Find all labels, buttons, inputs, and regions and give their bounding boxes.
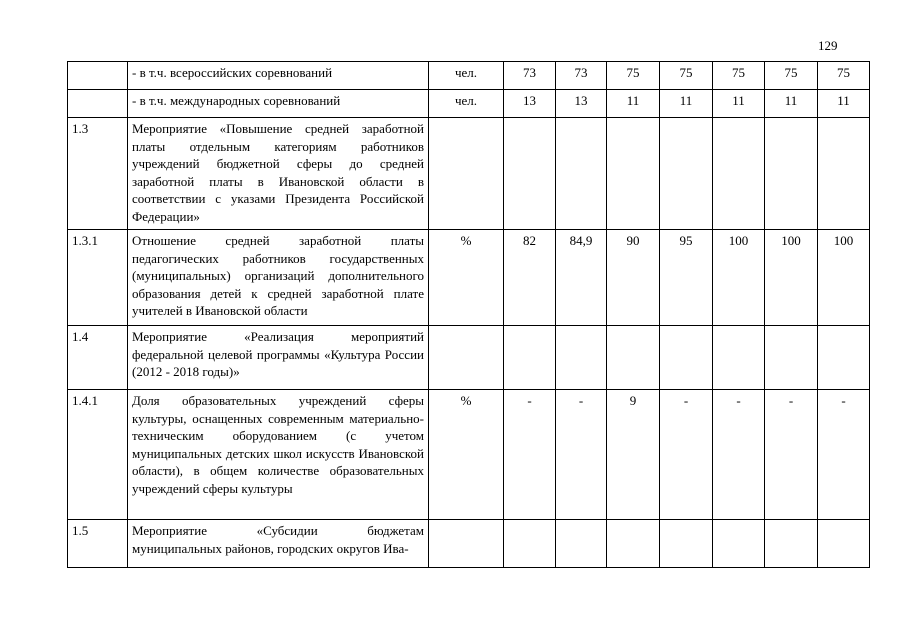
value-cell: - bbox=[818, 390, 870, 520]
unit-cell bbox=[429, 326, 504, 390]
value-cell bbox=[607, 326, 660, 390]
value-cell: 75 bbox=[607, 62, 660, 90]
page-number: 129 bbox=[818, 38, 838, 53]
description-cell: - в т.ч. всероссийских соревнований bbox=[128, 62, 429, 90]
value-cell: 11 bbox=[607, 90, 660, 118]
value-cell bbox=[556, 326, 607, 390]
value-cell: - bbox=[713, 390, 765, 520]
description-cell: Доля образовательных учреждений сферы культуры, оснащенных современным материально-техническим оборудованием (с учетом муниципальных детских школ искусств Ивановской области), в общем количестве образовательных учреждений сферы культуры bbox=[128, 390, 429, 520]
value-cell: 95 bbox=[660, 230, 713, 326]
value-cell bbox=[713, 118, 765, 230]
value-cell bbox=[504, 326, 556, 390]
row-number-cell: 1.3 bbox=[68, 118, 128, 230]
value-cell bbox=[607, 118, 660, 230]
value-cell bbox=[660, 520, 713, 568]
value-cell: 75 bbox=[818, 62, 870, 90]
value-cell bbox=[818, 520, 870, 568]
value-cell: 100 bbox=[765, 230, 818, 326]
value-cell bbox=[556, 118, 607, 230]
value-cell: 75 bbox=[713, 62, 765, 90]
row-number-cell bbox=[68, 90, 128, 118]
value-cell: - bbox=[765, 390, 818, 520]
value-cell: 100 bbox=[818, 230, 870, 326]
value-cell: - bbox=[504, 390, 556, 520]
value-cell: 90 bbox=[607, 230, 660, 326]
value-cell: 73 bbox=[504, 62, 556, 90]
description-cell: Отношение средней заработной платы педагогических работников государственных (муниципальных) организаций дополнительного образования детей к средней заработной плате учителей в Ивановской области bbox=[128, 230, 429, 326]
table-row bbox=[68, 62, 870, 90]
value-cell bbox=[660, 326, 713, 390]
unit-cell: % bbox=[429, 390, 504, 520]
value-cell bbox=[504, 520, 556, 568]
description-cell: Мероприятие «Повышение средней заработной платы отдельным категориям работников учреждений бюджетной сферы до средней заработной платы в Ивановской области в соответствии с указами Президента Российской Федерации» bbox=[128, 118, 429, 230]
value-cell bbox=[765, 326, 818, 390]
table-row bbox=[68, 90, 870, 118]
value-cell: - bbox=[660, 390, 713, 520]
table-row bbox=[68, 118, 870, 230]
value-cell: 73 bbox=[556, 62, 607, 90]
unit-cell bbox=[429, 520, 504, 568]
row-number-cell bbox=[68, 62, 128, 90]
value-cell bbox=[765, 118, 818, 230]
value-cell: 9 bbox=[607, 390, 660, 520]
value-cell bbox=[713, 326, 765, 390]
unit-cell: чел. bbox=[429, 62, 504, 90]
description-cell: - в т.ч. международных соревнований bbox=[128, 90, 429, 118]
value-cell: - bbox=[556, 390, 607, 520]
indicators-table bbox=[67, 61, 870, 568]
table-row bbox=[68, 326, 870, 390]
value-cell bbox=[660, 118, 713, 230]
value-cell: 100 bbox=[713, 230, 765, 326]
value-cell bbox=[713, 520, 765, 568]
row-number-cell: 1.4 bbox=[68, 326, 128, 390]
value-cell bbox=[818, 326, 870, 390]
value-cell: 11 bbox=[765, 90, 818, 118]
value-cell bbox=[765, 520, 818, 568]
value-cell: 13 bbox=[504, 90, 556, 118]
description-cell: Мероприятие «Реализация мероприятий федеральной целевой программы «Культура России (2012 - 2018 годы)» bbox=[128, 326, 429, 390]
value-cell bbox=[504, 118, 556, 230]
row-number-cell: 1.5 bbox=[68, 520, 128, 568]
table-row bbox=[68, 230, 870, 326]
value-cell: 11 bbox=[660, 90, 713, 118]
table-row bbox=[68, 390, 870, 520]
value-cell bbox=[607, 520, 660, 568]
unit-cell: чел. bbox=[429, 90, 504, 118]
value-cell: 75 bbox=[765, 62, 818, 90]
unit-cell bbox=[429, 118, 504, 230]
row-number-cell: 1.3.1 bbox=[68, 230, 128, 326]
table-row bbox=[68, 520, 870, 568]
value-cell bbox=[818, 118, 870, 230]
unit-cell: % bbox=[429, 230, 504, 326]
value-cell: 11 bbox=[818, 90, 870, 118]
value-cell: 13 bbox=[556, 90, 607, 118]
row-number-cell: 1.4.1 bbox=[68, 390, 128, 520]
value-cell: 84,9 bbox=[556, 230, 607, 326]
value-cell: 11 bbox=[713, 90, 765, 118]
description-cell: Мероприятие «Субсидии бюджетам муниципальных районов, городских округов Ива- bbox=[128, 520, 429, 568]
value-cell: 75 bbox=[660, 62, 713, 90]
value-cell bbox=[556, 520, 607, 568]
value-cell: 82 bbox=[504, 230, 556, 326]
